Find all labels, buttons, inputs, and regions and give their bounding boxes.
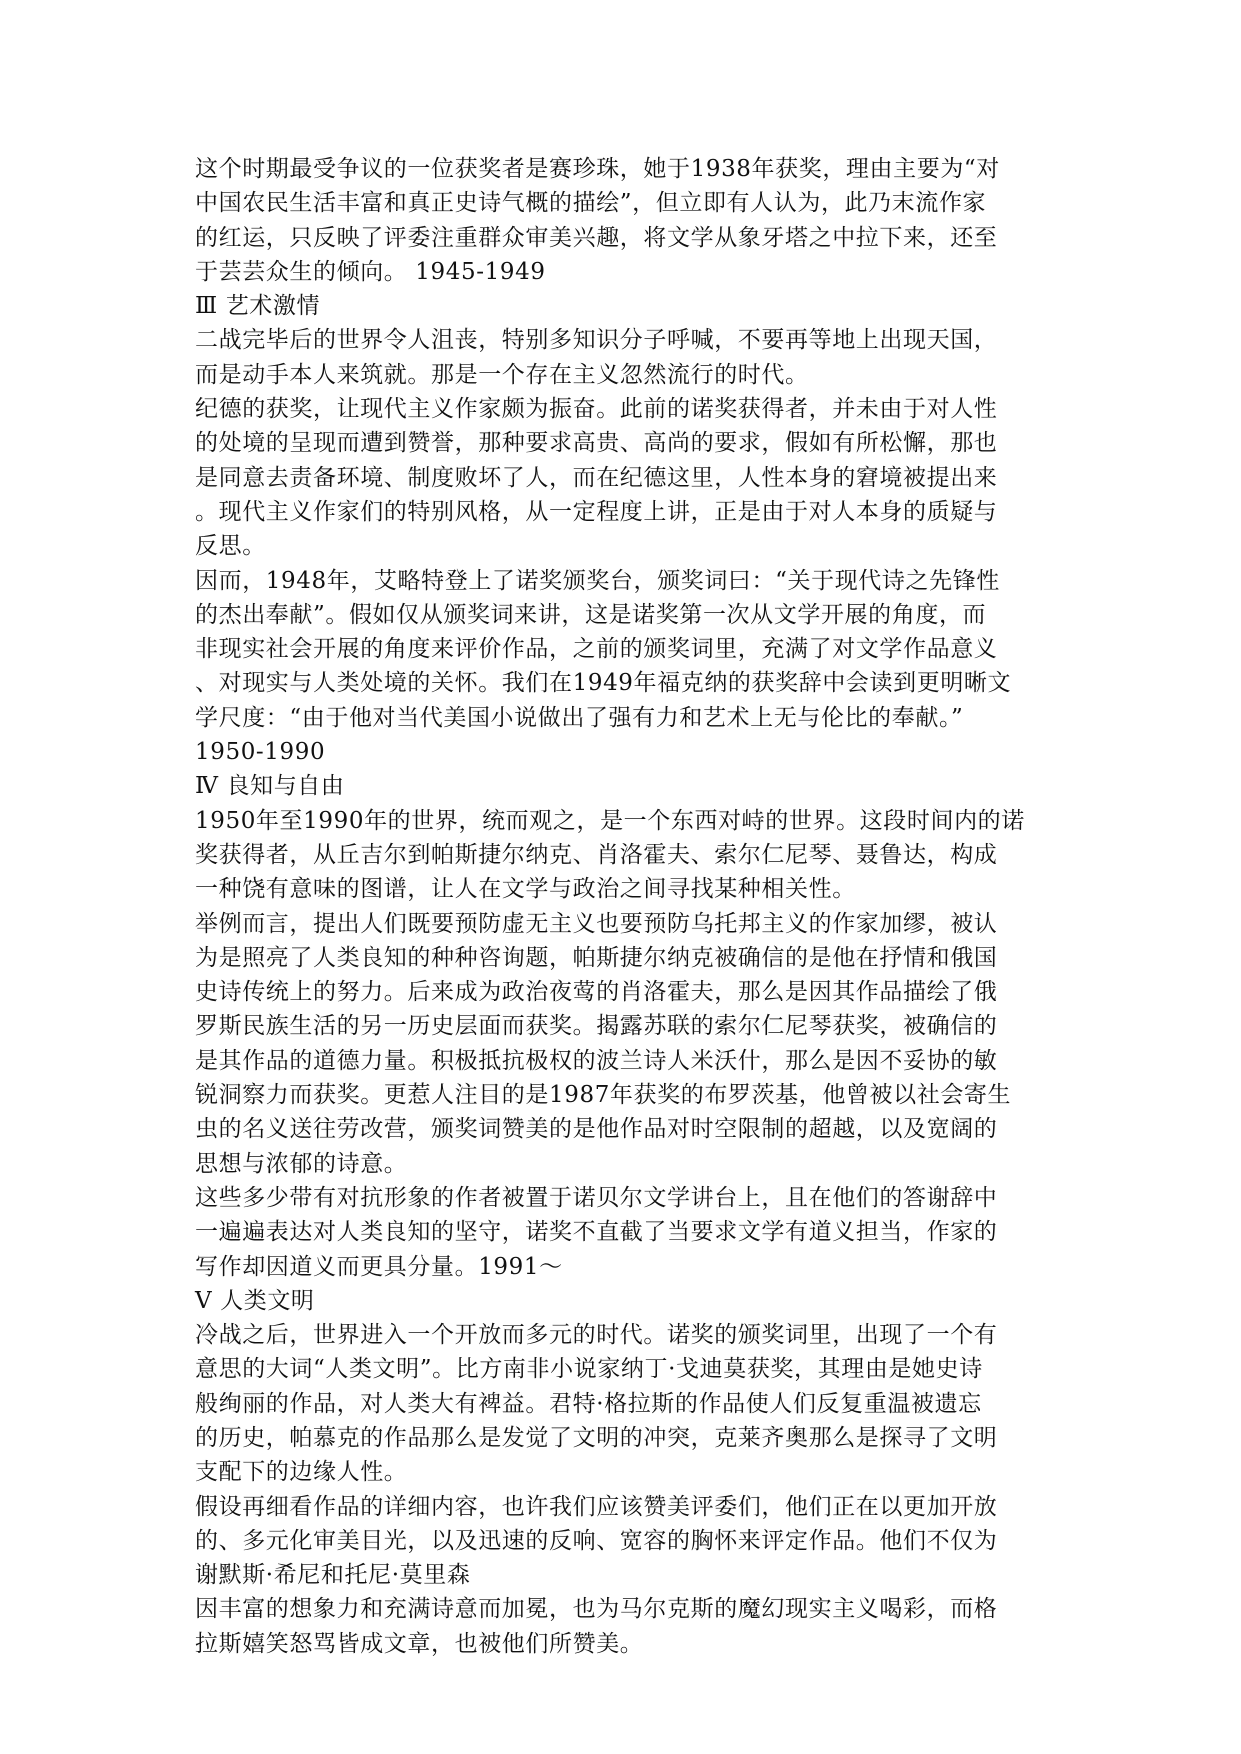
section-heading: Ⅴ 人类文明: [195, 1287, 315, 1314]
text-line: 一种饶有意味的图谱，让人在文学与政治之间寻找某种相关性。: [195, 876, 856, 903]
text-line: 这些多少带有对抗形象的作者被置于诺贝尔文学讲台上，且在他们的答谢辞中: [195, 1184, 998, 1211]
text-line: 、对现实与人类处境的关怀。我们在1949年福克纳的获奖辞中会读到更明晰文: [195, 670, 1012, 697]
period-label: 1950-1990: [195, 739, 326, 766]
text-line: 纪德的获奖，让现代主义作家颇为振奋。此前的诺奖获得者，并未由于对人性: [195, 396, 998, 423]
text-line: 锐洞察力而获奖。更惹人注目的是1987年获奖的布罗茨基，他曾被以社会寄生: [195, 1082, 1012, 1109]
text-line: 学尺度：“由于他对当代美国小说做出了强有力和艺术上无与伦比的奉献。”: [195, 704, 964, 731]
text-line: 罗斯民族生活的另一历史层面而获奖。揭露苏联的索尔仁尼琴获奖，被确信的: [195, 1013, 998, 1040]
text-line: 于芸芸众生的倾向。 1945-1949: [195, 258, 546, 285]
text-line: 冷战之后，世界进入一个开放而多元的时代。诺奖的颁奖词里，出现了一个有: [195, 1322, 998, 1349]
section-heading: Ⅳ 良知与自由: [195, 773, 345, 800]
text-line: 虫的名义送往劳改营，颁奖词赞美的是他作品对时空限制的超越，以及宽阔的: [195, 1116, 998, 1143]
text-line: 因丰富的想象力和充满诗意而加冕，也为马尔克斯的魔幻现实主义喝彩，而格: [195, 1596, 998, 1623]
text-line: 这个时期最受争议的一位获奖者是赛珍珠，她于1938年获奖，理由主要为“对: [195, 156, 1000, 182]
text-line: 是同意去责备环境、制度败坏了人，而在纪德这里，人性本身的窘境被提出来: [195, 464, 998, 491]
text-line: 的历史，帕慕克的作品那么是发觉了文明的冲突，克莱齐奥那么是探寻了文明: [195, 1424, 998, 1451]
text-line: 。现代主义作家们的特别风格，从一定程度上讲，正是由于对人本身的质疑与: [195, 498, 998, 525]
text-line: 的红运，只反映了评委注重群众审美兴趣，将文学从象牙塔之中拉下来，还至: [195, 224, 998, 251]
text-line: 般绚丽的作品，对人类大有裨益。君特·格拉斯的作品使人们反复重温被遗忘: [195, 1390, 982, 1417]
text-line: 二战完毕后的世界令人沮丧，特别多知识分子呼喊，不要再等地上出现天国，: [195, 327, 998, 354]
text-line: 为是照亮了人类良知的种种咨询题，帕斯捷尔纳克被确信的是他在抒情和俄国: [195, 944, 998, 971]
text-line: 非现实社会开展的角度来评价作品，之前的颁奖词里，充满了对文学作品意义: [195, 636, 998, 663]
text-line: 奖获得者，从丘吉尔到帕斯捷尔纳克、肖洛霍夫、索尔仁尼琴、聂鲁达，构成: [195, 841, 998, 868]
text-line: 一遍遍表达对人类良知的坚守，诺奖不直截了当要求文学有道义担当，作家的: [195, 1219, 998, 1246]
text-line: 写作却因道义而更具分量。1991～: [195, 1253, 563, 1280]
text-line: 拉斯嬉笑怒骂皆成文章，也被他们所赞美。: [195, 1630, 644, 1657]
document-body: [195, 152, 1045, 1661]
text-line: 史诗传统上的努力。后来成为政治夜莺的肖洛霍夫，那么是因其作品描绘了俄: [195, 979, 998, 1006]
text-line: 假设再细看作品的详细内容，也许我们应该赞美评委们，他们正在以更加开放: [195, 1493, 998, 1520]
text-line: 举例而言，提出人们既要预防虚无主义也要预防乌托邦主义的作家加缪，被认: [195, 910, 998, 937]
text-line: 的、多元化审美目光，以及迅速的反响、宽容的胸怀来评定作品。他们不仅为: [195, 1527, 998, 1554]
text-line: 中国农民生活丰富和真正史诗气概的描绘”，但立即有人认为，此乃末流作家: [195, 190, 987, 217]
text-line: 的杰出奉献”。假如仅从颁奖词来讲，这是诺奖第一次从文学开展的角度，而: [195, 601, 987, 628]
text-line: 反思。: [195, 533, 266, 560]
text-line: 因而，1948年，艾略特登上了诺奖颁奖台，颁奖词曰：“关于现代诗之先锋性: [195, 567, 1000, 594]
text-line: 意思的大词“人类文明”。比方南非小说家纳丁·戈迪莫获奖，其理由是她史诗: [195, 1356, 983, 1383]
text-line: 而是动手本人来筑就。那是一个存在主义忽然流行的时代。: [195, 361, 809, 388]
text-line: 思想与浓郁的诗意。: [195, 1150, 408, 1177]
text-line: 是其作品的道德力量。积极抵抗极权的波兰诗人米沃什，那么是因不妥协的敏: [195, 1047, 998, 1074]
text-line: 的处境的呈现而遭到赞誉，那种要求高贵、高尚的要求，假如有所松懈，那也: [195, 430, 998, 457]
section-heading: Ⅲ 艺术激情: [195, 293, 321, 320]
text-line: 谢默斯·希尼和托尼·莫里森: [195, 1562, 471, 1589]
text-line: 支配下的边缘人性。: [195, 1459, 408, 1486]
text-line: 1950年至1990年的世界，统而观之，是一个东西对峙的世界。这段时间内的诺: [195, 807, 1025, 834]
